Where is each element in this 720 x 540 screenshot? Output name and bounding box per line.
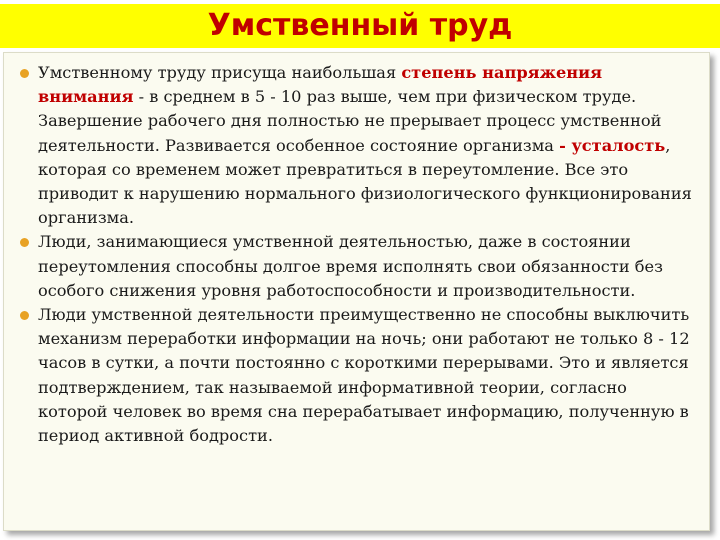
bullet-item-1 <box>4 61 704 230</box>
bullet-1-text-a: Умственному труду присуща наибольшая <box>38 63 402 82</box>
bullet-item-2 <box>4 230 704 303</box>
bullet-dot-icon <box>20 69 29 78</box>
title-bar <box>0 4 720 48</box>
bullet-dot-icon <box>20 311 29 320</box>
bullet-1-highlight-fatigue: - усталость <box>559 135 666 155</box>
bullet-item-3 <box>4 303 704 448</box>
slide-title: Умственный труд <box>207 8 513 43</box>
bullet-1-highlight-attention: степень напряжения внимания <box>38 63 603 107</box>
bullet-2-text: Люди, занимающиеся умственной деятельностью, даже в состоянии переутомления способны долгое время исполнять свои обязанности без особого снижения уровня работоспособности и производительности. <box>38 232 663 300</box>
bullet-list <box>4 61 704 448</box>
bullet-1-text-b: - в среднем в 5 - 10 раз выше, чем при физическом труде. Завершение рабочего дня полностью не прерывает процесс умственной деятельности. Развивается особенное состояние организма <box>38 87 662 155</box>
bullet-3-text: Люди умственной деятельности преимущественно не способны выключить механизм переработки информации на ночь; они работают не только 8 - 12 часов в сутки, а почти постоянно с короткими перерывами. Это и является подтверждением, так называемой информативной теории, согласно которой человек во время сна перерабатывает информацию, полученную в период активной бодрости. <box>38 305 690 446</box>
bullet-1-text-c: , которая со временем может превратиться в переутомление. Все это приводит к нарушению нормального физиологического функционирования организма. <box>38 135 692 228</box>
content-box <box>3 52 710 531</box>
bullet-dot-icon <box>20 238 29 247</box>
